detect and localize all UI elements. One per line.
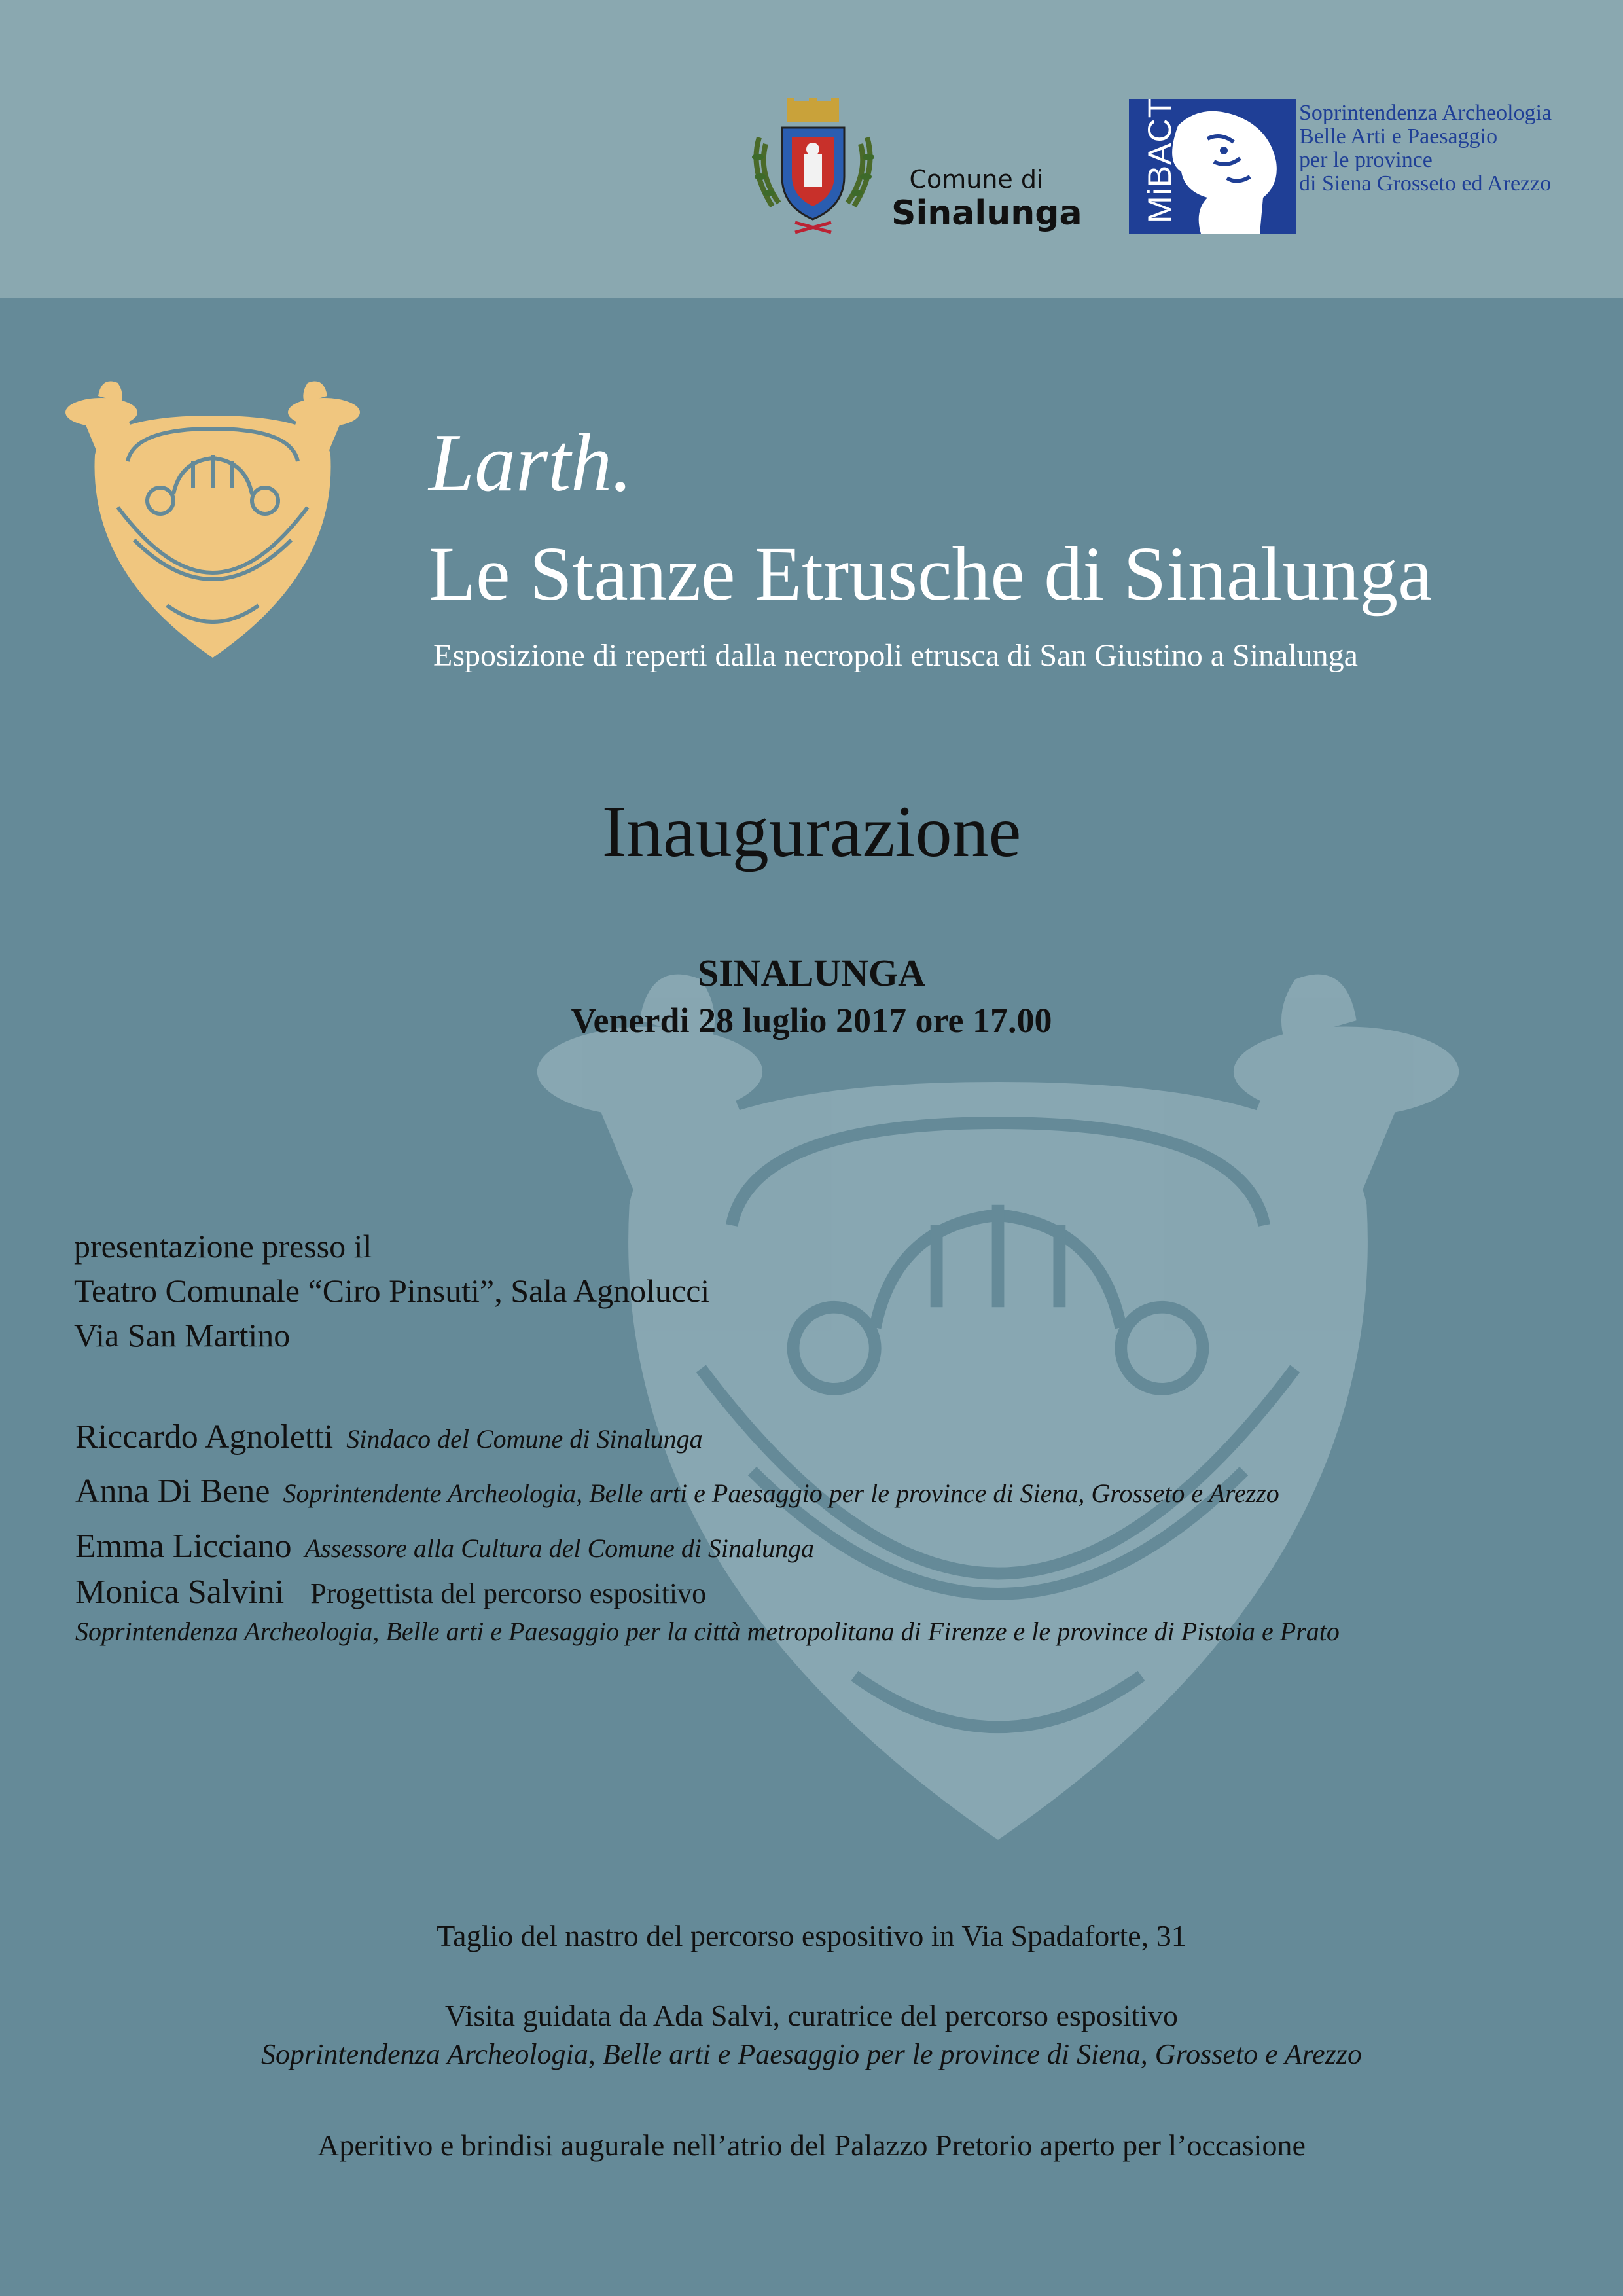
program-ribbon: Taglio del nastro del percorso espositivo in Via Spadaforte, 31: [437, 1919, 1186, 1952]
event-place: SINALUNGA: [697, 952, 926, 994]
main-title: Le Stanze Etrusche di Sinalunga: [429, 531, 1433, 617]
title-larth: Larth.: [429, 418, 633, 509]
venue-line: Teatro Comunale “Ciro Pinsuti”, Sala Agnolucci: [74, 1272, 710, 1309]
speaker-name: Monica Salvini: [75, 1573, 285, 1611]
speaker-role: Soprintendente Archeologia, Belle arti e Paesaggio per le province di Siena, Grosseto e Arezzo: [283, 1479, 1279, 1508]
mibact-wordmark: MiBACT: [1141, 97, 1178, 223]
soprintendenza-line: Soprintendenza Archeologia: [1299, 101, 1552, 125]
comune-crest-icon: [746, 98, 880, 239]
speaker-row: [75, 1575, 706, 1609]
venue-block: [74, 1224, 709, 1357]
subtitle: Esposizione di reperti dalla necropoli etrusca di San Giustino a Sinalunga: [433, 638, 1358, 673]
soprintendenza-logo-text: [1299, 101, 1574, 196]
speaker-row: [75, 1530, 814, 1564]
program-visit-org: Soprintendenza Archeologia, Belle arti e Paesaggio per le province di Siena, Grosseto e Arezzo: [261, 2038, 1362, 2070]
event-heading: Inaugurazione: [601, 791, 1022, 872]
event-date: Venerdi 28 luglio 2017 ore 17.00: [571, 1001, 1052, 1040]
venue-line: Via San Martino: [74, 1317, 291, 1354]
comune-label: Comune di: [909, 165, 1044, 194]
speaker-org: Soprintendenza Archeologia, Belle arti e Paesaggio per la città metropolitana di Firenze e le province di Pistoia e Prato: [75, 1617, 1340, 1646]
speaker-role: Sindaco del Comune di Sinalunga: [346, 1424, 703, 1454]
program-visit: Visita guidata da Ada Salvi, curatrice del percorso espositivo: [444, 1999, 1179, 2032]
speaker-name: Anna Di Bene: [75, 1473, 270, 1510]
speaker-row: [75, 1420, 703, 1454]
speaker-name: Riccardo Agnoletti: [75, 1418, 334, 1456]
soprintendenza-line: Belle Arti e Paesaggio: [1299, 124, 1498, 149]
venue-line: presentazione presso il: [74, 1228, 372, 1265]
soprintendenza-line: per le province: [1299, 148, 1433, 172]
etruscan-vase-logo-icon: [36, 376, 389, 677]
speaker-row: [75, 1475, 1279, 1509]
program-aperitivo: Aperitivo e brindisi augurale nell’atrio del Palazzo Pretorio aperto per l’occasione: [317, 2128, 1306, 2162]
speaker-role: Assessore alla Cultura del Comune di Sinalunga: [304, 1534, 815, 1563]
comune-name: Sinalunga: [891, 194, 1082, 233]
speaker-name: Emma Licciano: [75, 1528, 292, 1565]
soprintendenza-line: di Siena Grosseto ed Arezzo: [1299, 171, 1552, 196]
speaker-role: Progettista del percorso espositivo: [310, 1577, 707, 1609]
